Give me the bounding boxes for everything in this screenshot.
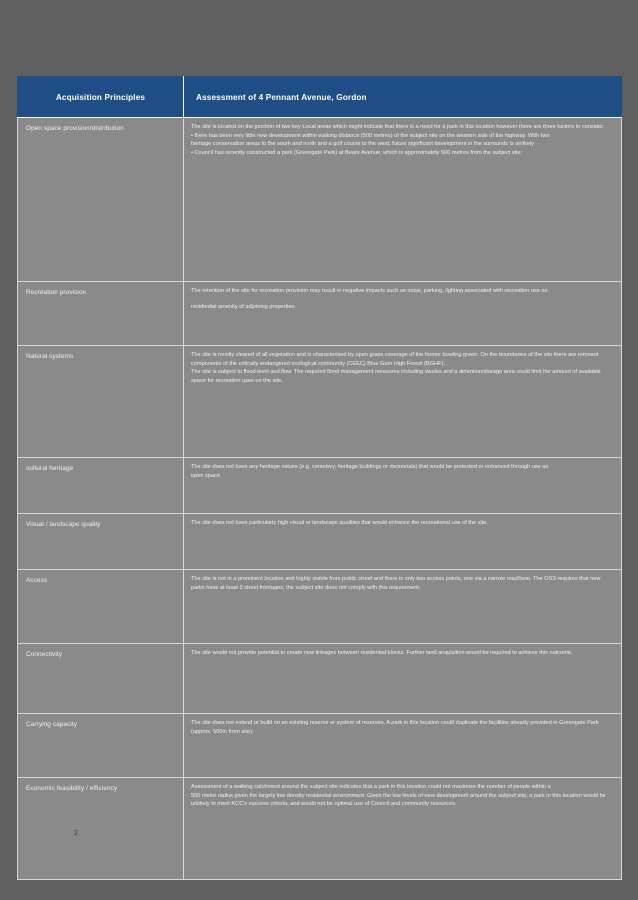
assessment-paragraph: 500 metre radius given the largely low density residential environment. Given the low levels of new development around the subject site, a park in this location would be unlikely to meet KCC's success criteria, and would not be optimal use of Council and community resources.	[191, 792, 606, 808]
principle-label: Recreation provision	[18, 282, 184, 346]
principle-label: Carrying capacity	[18, 714, 184, 778]
assessment-cell	[184, 346, 622, 458]
column-header-assessment: Assessment of 4 Pennant Avenue, Gordon	[184, 77, 622, 118]
table-row	[18, 570, 622, 644]
assessment-paragraph: heritage conservation areas to the south and north and a golf course to the west, future significant development in the surrounds is unlikely	[191, 141, 534, 148]
assessment-paragraph: The retention of the site for recreation provision may result in negative impacts such as noise, parking, lighting associated with recreation use on	[191, 288, 548, 294]
assessment-cell	[184, 714, 622, 778]
assessment-cell	[184, 514, 622, 570]
assessment-paragraph: The site does not extend or build on an existing reserve or system of reserves. A park in this location could duplicate the facilities already provided in Greengate Park (approx. 500m from site).	[191, 720, 599, 735]
table-body	[18, 118, 622, 880]
table-row	[18, 714, 622, 778]
assessment-paragraph: • Council has recently constructed a park (Greengate Park) at Beare Avenue, which is approximately 500 metres from the subject site;	[191, 149, 523, 156]
table-row	[18, 778, 622, 880]
assessment-paragraph: The site is mostly cleared of all vegetation and is characterised by open grass coverage of the former bowling green. On the boundaries of the site there are remnant components of the critically endangered ecological community (CEEC) Blue Gum High Forest (BGHF).	[191, 352, 599, 367]
principle-label: cultural heritage	[18, 458, 184, 514]
table-header-row	[18, 77, 622, 118]
assessment-paragraph: The site does not have particularly high visual or landscape qualities that would enhance the recreational use of the site.	[191, 520, 488, 526]
table-row	[18, 514, 622, 570]
principle-label: Economic feasibility / efficiency	[18, 778, 184, 880]
assessment-paragraph: The site is located on the junction of two key Local areas which might indicate that there is a need for a park in this location however there are three factors to consider:	[191, 124, 605, 130]
table-row	[18, 458, 622, 514]
assessment-cell	[184, 778, 622, 880]
assessment-paragraph: The site would not provide potential to create new linkages between residential blocks. Further land acquisition would be required to achieve this outcome.	[191, 650, 573, 656]
assessment-paragraph: The site is subject to flood level and flow. The required flood management measures including swales and a detention/storage area could limit the amount of available space for recreation uses on the site.	[191, 369, 601, 384]
principle-label: Access	[18, 570, 184, 644]
table-row	[18, 118, 622, 282]
assessment-table	[17, 76, 622, 880]
table-row	[18, 282, 622, 346]
page-number: 2	[74, 830, 78, 837]
table-header	[18, 77, 622, 118]
assessment-cell	[184, 118, 622, 282]
principle-label: Visual / landscape quality	[18, 514, 184, 570]
principle-label: Natural systems	[18, 346, 184, 458]
principle-label: Open space provision/distribution	[18, 118, 184, 282]
assessment-table-container	[17, 76, 621, 880]
table-row	[18, 346, 622, 458]
assessment-paragraph: open space.	[191, 472, 222, 479]
assessment-cell	[184, 458, 622, 514]
assessment-paragraph: residential amenity of adjoining properties.	[191, 303, 296, 310]
principle-label: Connectivity	[18, 644, 184, 714]
assessment-cell	[184, 282, 622, 346]
assessment-paragraph: • there has been very little new development within walking distance (500 metres) of the subject site on the western side of the highway. With two	[191, 132, 550, 139]
assessment-cell	[184, 570, 622, 644]
assessment-cell	[184, 644, 622, 714]
table-row	[18, 644, 622, 714]
assessment-paragraph: The site is not in a prominent location and highly visible from public street and there is only two access points, one via a narrow road/lane. The OSS requires that new parks have at least 3 street frontages, the subject site does not comply with this requirement.	[191, 576, 601, 591]
column-header-acquisition-principles: Acquisition Principles	[18, 77, 184, 118]
assessment-paragraph: Assessment of a walking catchment around the subject site indicates that a park in this location could not maximise the number of people within a	[191, 784, 551, 790]
assessment-paragraph: The site does not have any heritage values (e.g. cemetery, heritage buildings or memorials) that would be protected or enhanced through use as	[191, 464, 549, 470]
